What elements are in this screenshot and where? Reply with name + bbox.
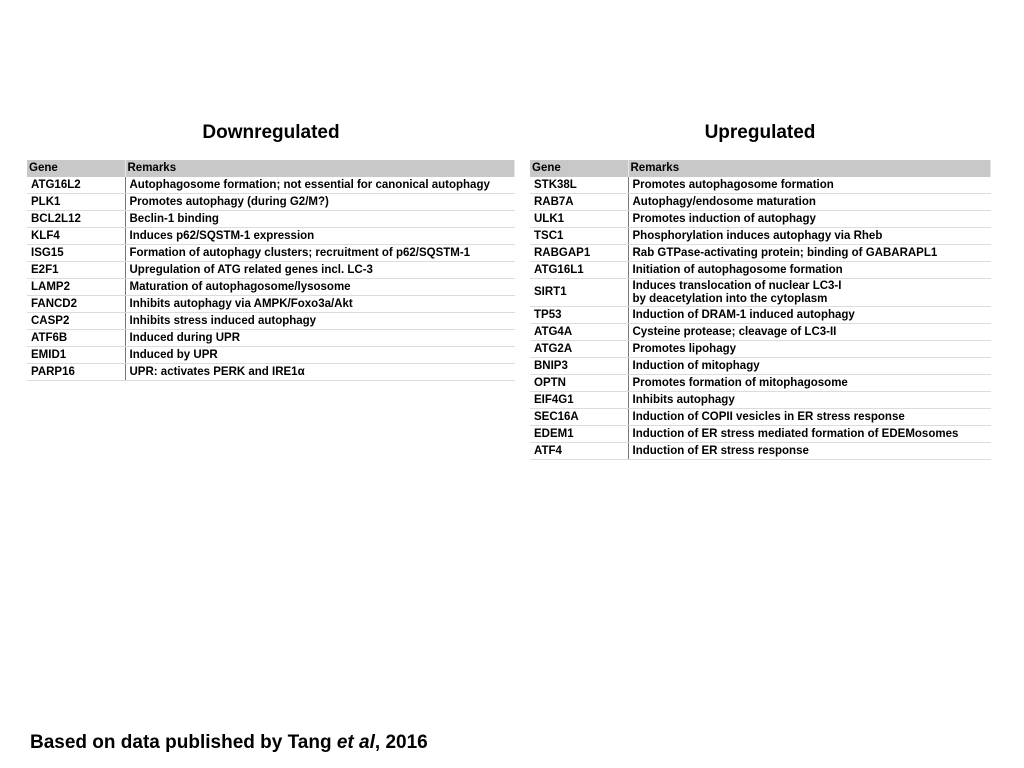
- gene-cell: E2F1: [27, 262, 125, 279]
- table-row: [530, 392, 991, 409]
- table-row: [530, 409, 991, 426]
- table-row: [530, 194, 991, 211]
- table-row: [530, 279, 991, 307]
- remark-cell: Formation of autophagy clusters; recruitment of p62/SQSTM-1: [125, 245, 515, 262]
- gene-cell: EDEM1: [530, 426, 628, 443]
- table-row: [530, 324, 991, 341]
- remark-cell: Induces p62/SQSTM-1 expression: [125, 228, 515, 245]
- gene-cell: STK38L: [530, 177, 628, 194]
- gene-cell: TSC1: [530, 228, 628, 245]
- gene-cell: ATF4: [530, 443, 628, 460]
- gene-cell: ULK1: [530, 211, 628, 228]
- source-citation: [30, 732, 428, 754]
- table-row: [27, 211, 515, 228]
- remark-cell: Upregulation of ATG related genes incl. LC-3: [125, 262, 515, 279]
- upregulated-title: Upregulated: [704, 122, 816, 143]
- table-row: [530, 341, 991, 358]
- remark-cell: Rab GTPase-activating protein; binding of GABARAPL1: [628, 245, 991, 262]
- gene-cell: BCL2L12: [27, 211, 125, 228]
- remarks-column-header: Remarks: [628, 160, 991, 177]
- downregulated-rows: [27, 177, 515, 381]
- citation-prefix: Based on data published by Tang: [30, 732, 337, 753]
- upregulated-rows: [530, 177, 991, 460]
- gene-cell: SEC16A: [530, 409, 628, 426]
- table-row: [27, 245, 515, 262]
- gene-cell: CASP2: [27, 313, 125, 330]
- gene-cell: EMID1: [27, 347, 125, 364]
- remark-cell: Promotes formation of mitophagosome: [628, 375, 991, 392]
- table-row: [27, 296, 515, 313]
- remark-cell: Promotes lipohagy: [628, 341, 991, 358]
- remark-cell: Inhibits autophagy via AMPK/Foxo3a/Akt: [125, 296, 515, 313]
- table-row: [27, 177, 515, 194]
- table-row: [530, 211, 991, 228]
- remark-cell: Inhibits stress induced autophagy: [125, 313, 515, 330]
- table-row: [27, 330, 515, 347]
- remark-cell: Induction of ER stress mediated formation of EDEMosomes: [628, 426, 991, 443]
- remark-cell: Induction of mitophagy: [628, 358, 991, 375]
- gene-cell: RAB7A: [530, 194, 628, 211]
- table-row: [27, 279, 515, 296]
- table-row: [530, 358, 991, 375]
- gene-cell: BNIP3: [530, 358, 628, 375]
- table-row: [530, 307, 991, 324]
- remark-cell: Autophagosome formation; not essential for canonical autophagy: [125, 177, 515, 194]
- gene-cell: FANCD2: [27, 296, 125, 313]
- remark-cell: Beclin-1 binding: [125, 211, 515, 228]
- gene-cell: ATG16L2: [27, 177, 125, 194]
- gene-column-header: Gene: [530, 160, 628, 177]
- table-row: [530, 443, 991, 460]
- table-row: [530, 262, 991, 279]
- table-header-row: [27, 160, 515, 177]
- remark-cell: Promotes induction of autophagy: [628, 211, 991, 228]
- gene-cell: OPTN: [530, 375, 628, 392]
- gene-cell: PARP16: [27, 364, 125, 381]
- remark-cell: Maturation of autophagosome/lysosome: [125, 279, 515, 296]
- gene-cell: KLF4: [27, 228, 125, 245]
- table-row: [27, 347, 515, 364]
- remark-cell: Inhibits autophagy: [628, 392, 991, 409]
- gene-cell: EIF4G1: [530, 392, 628, 409]
- remark-cell: Induction of DRAM-1 induced autophagy: [628, 307, 991, 324]
- remarks-column-header: Remarks: [125, 160, 515, 177]
- remark-cell: Phosphorylation induces autophagy via Rheb: [628, 228, 991, 245]
- table-row: [530, 177, 991, 194]
- remark-cell: Initiation of autophagosome formation: [628, 262, 991, 279]
- gene-cell: ATF6B: [27, 330, 125, 347]
- citation-et-al: et al: [336, 732, 375, 753]
- table-row: [27, 364, 515, 381]
- remark-cell: Induces translocation of nuclear LC3-I by deacetylation into the cytoplasm: [628, 279, 991, 307]
- table-row: [27, 313, 515, 330]
- gene-cell: RABGAP1: [530, 245, 628, 262]
- remark-cell: Induced by UPR: [125, 347, 515, 364]
- gene-cell: SIRT1: [530, 279, 628, 307]
- citation-suffix: , 2016: [374, 732, 428, 753]
- remark-cell: Promotes autophagosome formation: [628, 177, 991, 194]
- gene-column-header: Gene: [27, 160, 125, 177]
- table-row: [530, 228, 991, 245]
- gene-cell: ATG2A: [530, 341, 628, 358]
- table-row: [27, 194, 515, 211]
- remark-cell: UPR: activates PERK and IRE1α: [125, 364, 515, 381]
- remark-cell: Autophagy/endosome maturation: [628, 194, 991, 211]
- gene-cell: ATG16L1: [530, 262, 628, 279]
- remark-cell: Induction of COPII vesicles in ER stress response: [628, 409, 991, 426]
- remark-cell: Induction of ER stress response: [628, 443, 991, 460]
- remark-cell: Cysteine protease; cleavage of LC3-II: [628, 324, 991, 341]
- gene-cell: ISG15: [27, 245, 125, 262]
- table-row: [530, 375, 991, 392]
- remark-cell: Promotes autophagy (during G2/M?): [125, 194, 515, 211]
- upregulated-table: [530, 160, 991, 460]
- table-row: [27, 228, 515, 245]
- gene-cell: TP53: [530, 307, 628, 324]
- table-header-row: [530, 160, 991, 177]
- table-row: [27, 262, 515, 279]
- downregulated-table: [27, 160, 515, 381]
- gene-cell: ATG4A: [530, 324, 628, 341]
- gene-cell: LAMP2: [27, 279, 125, 296]
- downregulated-title: Downregulated: [202, 122, 340, 143]
- remark-cell: Induced during UPR: [125, 330, 515, 347]
- table-row: [530, 245, 991, 262]
- gene-cell: PLK1: [27, 194, 125, 211]
- table-row: [530, 426, 991, 443]
